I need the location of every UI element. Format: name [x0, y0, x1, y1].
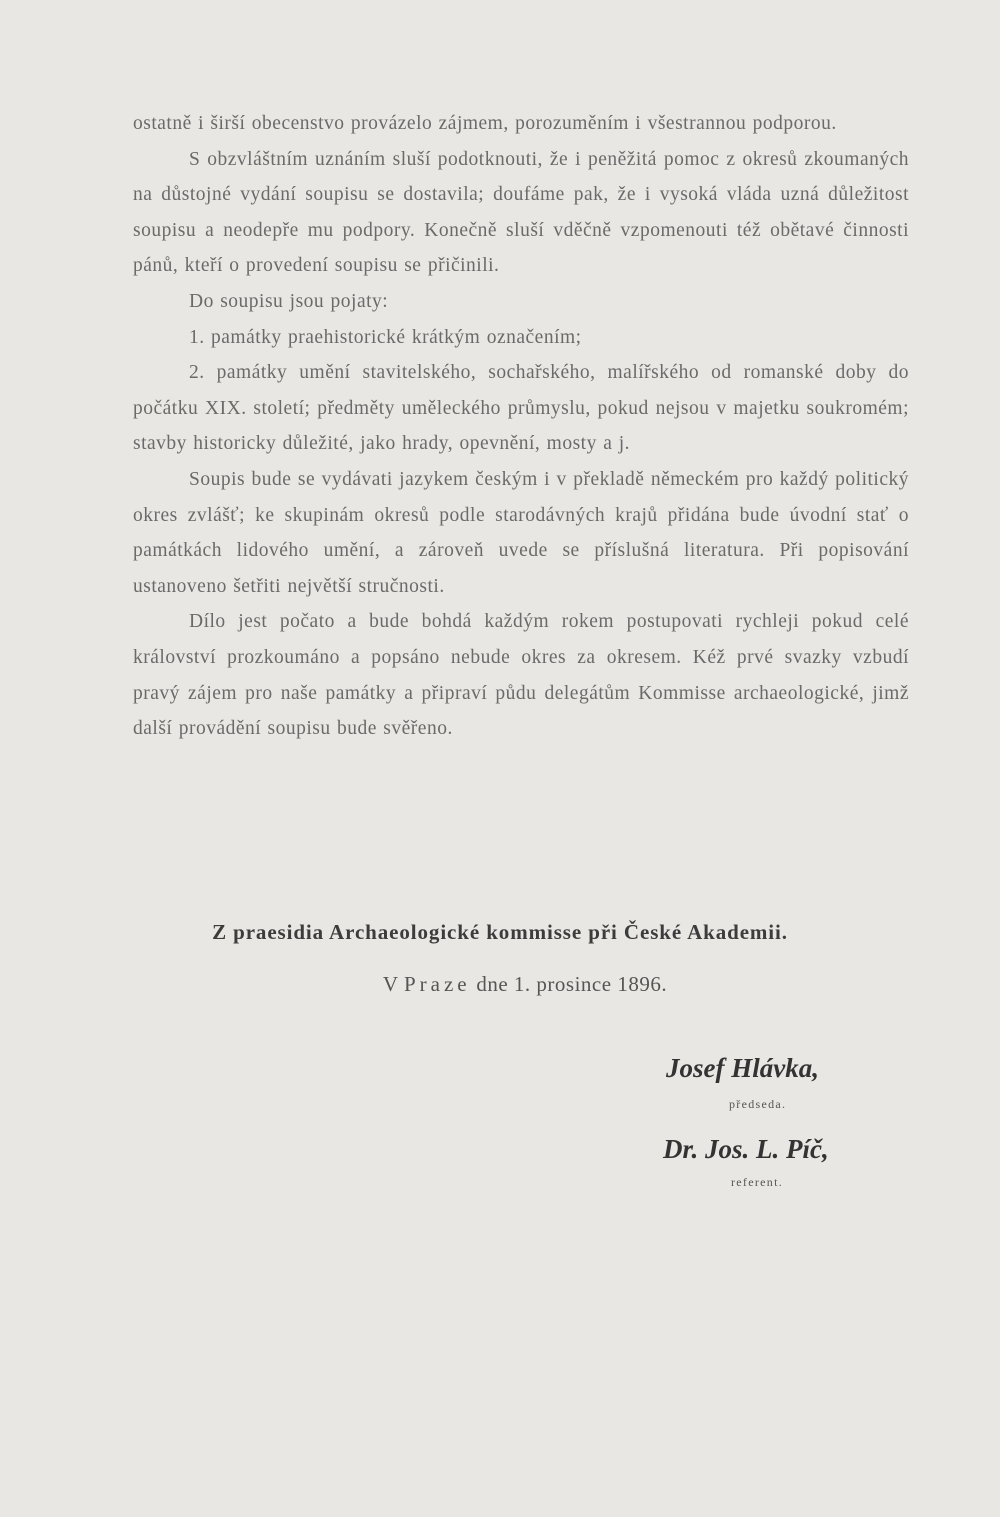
- list-item-art: 2. památky umění stavitelského, sochařského, malířského od romanské doby do počátku XIX. století; předměty uměleckého průmyslu, pokud nejsou v majetku soukromém; stavby historicky důležité, jako hrady, opevnění, mosty a j.: [133, 362, 909, 455]
- body-text: [133, 106, 909, 747]
- closing-date: [0, 972, 1000, 997]
- closing-heading: Z praesidia Archaeologické kommisse při České Akademii.: [212, 920, 788, 944]
- date-prefix: V: [382, 972, 399, 996]
- list-item-prehistoric: 1. památky praehistorické krátkým označením;: [189, 326, 582, 348]
- paragraph-progress: Dílo jest počato a bude bohdá každým rokem postupovati rychleji pokud celé království prozkoumáno a popsáno nebude okres za okresem. Kéž prvé svazky vzbudí pravý zájem pro naše památky a připraví půdu delegátům Kommisse archaeologické, jimž další provádění soupisu bude svěřeno.: [133, 611, 909, 740]
- paragraph-publication: Soupis bude se vydávati jazykem českým i v překladě německém pro každý politický okres zvlášť; ke skupinám okresů podle starodávných krajů přidána bude úvodní stať o památkách lidového umění, a zároveň uvede se příslušná literatura. Při popisování ustanoveno šetřiti největší stručnosti.: [133, 468, 909, 597]
- signature-name-hlavka: Josef Hlávka,: [666, 1053, 819, 1083]
- signature-name-pic: Dr. Jos. L. Píč,: [663, 1134, 829, 1164]
- signature-role-referent: referent.: [731, 1175, 784, 1189]
- paragraph-continuation: ostatně i širší obecenstvo provázelo zájmem, porozuměním i všestrannou podporou.: [133, 113, 837, 134]
- signature-role-predseda: předseda.: [729, 1097, 787, 1111]
- date-city: Praze: [403, 972, 471, 996]
- paragraph-scope-intro: Do soupisu jsou pojaty:: [189, 290, 389, 312]
- date-rest: dne 1. prosince 1896.: [476, 972, 668, 996]
- paragraph-financial-support: S obzvláštním uznáním sluší podotknouti, že i peněžitá pomoc z okresů zkoumaných na důstojné vydání soupisu se dostavila; doufáme pak, že i vysoká vláda uzná důležitost soupisu a neodepře mu podpory. Konečně sluší vděčně vzpomenouti též obětavé činnosti pánů, kteří o provedení soupisu se přičinili.: [133, 148, 909, 277]
